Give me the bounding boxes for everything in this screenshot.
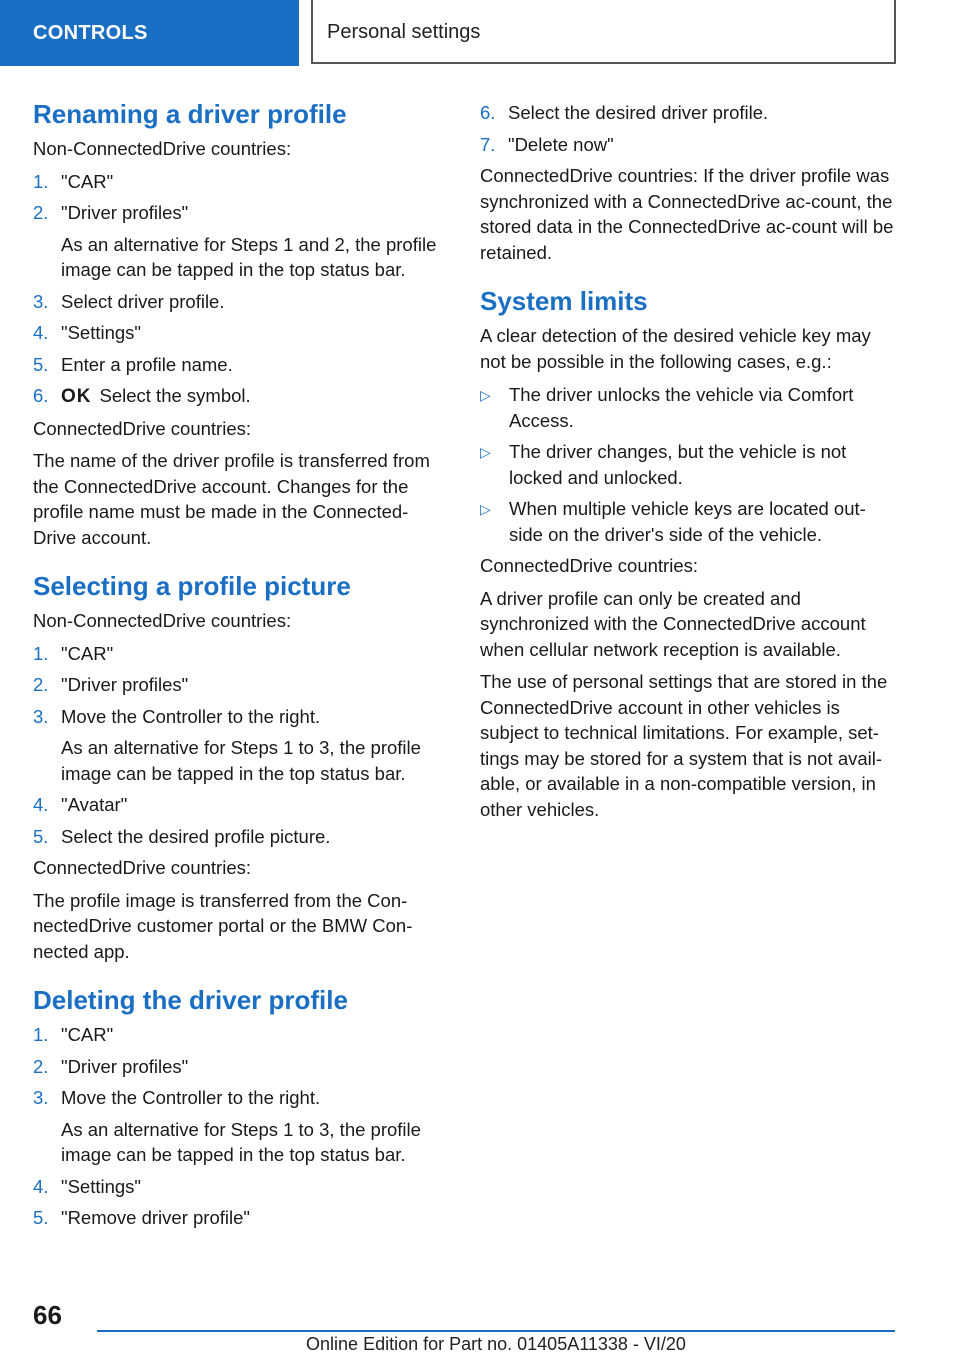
list-item: 4. "Avatar" [33,794,128,815]
section-tab: CONTROLS [0,0,299,66]
list-item: 1. "CAR" [33,170,114,192]
list-item: 7. "Delete now" [480,133,614,155]
list-item: 2. "Driver profiles" [33,674,189,695]
heading-picture: Selecting a profile picture [33,571,351,601]
section-limits [480,285,895,822]
list-item: 4. "Settings" [33,1175,141,1197]
heading-renaming: Renaming a driver profile [33,99,347,129]
steps-list [480,100,895,157]
steps-list [33,1022,448,1231]
chapter-title: Personal settings [311,0,896,64]
intro-text: A clear detection of the desired vehicle key may not be possible in the following cases, e.g.: [480,325,871,372]
intro-text: Non-ConnectedDrive countries: [33,610,292,631]
list-item: 2. "Driver profiles" As an alternative for Steps 1 and 2, the profile image can be tapped in the top status bar. [33,202,437,280]
heading-limits: System limits [480,286,648,316]
footer-edition: Online Edition for Part no. 01405A11338 - VI/20 [306,1334,686,1354]
triangle-bullet-icon: ▷ [480,387,491,403]
triangle-bullet-icon: ▷ [480,444,491,460]
cd-label: ConnectedDrive countries: [480,555,698,576]
note-text: The use of personal settings that are stored in the ConnectedDrive account in other vehicles is subject to technical limitations. For example, set-tings may be stored for a system that is not avail-able, or available in a non-compatible version, in other vehicles. [480,671,888,820]
list-item: ▷ The driver unlocks the vehicle via Comfort Access. [480,384,854,431]
cd-text: A driver profile can only be created and synchronized with the ConnectedDrive account when cellular network reception is available. [480,587,866,660]
page-number: 66 [33,1300,62,1330]
list-item: 5. "Remove driver profile" [33,1207,250,1228]
cd-text: ConnectedDrive countries: If the driver profile was synchronized with a ConnectedDrive ac-count, the stored data in the ConnectedDrive ac-count will be retained. [480,165,894,263]
section-deleting [33,984,448,1231]
list-item: 1. "CAR" [33,642,114,664]
list-item: 3. Move the Controller to the right. As an alternative for Steps 1 to 3, the profile image can be tapped in the top status bar. [33,1087,421,1165]
steps-list [33,169,448,410]
list-item: 5. Enter a profile name. [33,353,233,375]
ok-icon: OK [61,386,92,407]
steps-list [33,641,448,850]
list-item: ▷ When multiple vehicle keys are located out-side on the driver's side of the vehicle. [480,498,866,545]
list-item: 3. Select driver profile. [33,290,225,312]
cd-label: ConnectedDrive countries: [33,857,251,878]
list-item: ▷ The driver changes, but the vehicle is not locked and unlocked. [480,441,847,488]
section-picture [33,570,448,964]
list-item: 4. "Settings" [33,322,141,343]
cd-text: The profile image is transferred from the Con-nectedDrive customer portal or the BMW Con-nected app. [33,889,413,962]
list-item: 6. OK Select the symbol. [33,385,251,407]
bullet-list [480,382,895,547]
section-renaming [33,98,448,550]
page-header [0,0,960,66]
left-column [33,98,448,1251]
list-item: 6. Select the desired driver profile. [480,102,769,123]
list-item: 1. "CAR" [33,1024,114,1045]
list-item: 5. Select the desired profile picture. [33,825,331,847]
section-deleting-cont [480,100,895,265]
cd-label: ConnectedDrive countries: [33,417,251,439]
triangle-bullet-icon: ▷ [480,501,491,517]
right-column [480,100,895,842]
list-item: 2. "Driver profiles" [33,1055,189,1077]
cd-text: The name of the driver profile is transferred from the ConnectedDrive account. Changes for the profile name must be made in the Connected-Drive account. [33,450,430,548]
list-item: 3. Move the Controller to the right. As an alternative for Steps 1 to 3, the profile image can be tapped in the top status bar. [33,705,421,784]
heading-deleting: Deleting the driver profile [33,985,348,1015]
intro-text: Non-ConnectedDrive countries: [33,138,292,159]
